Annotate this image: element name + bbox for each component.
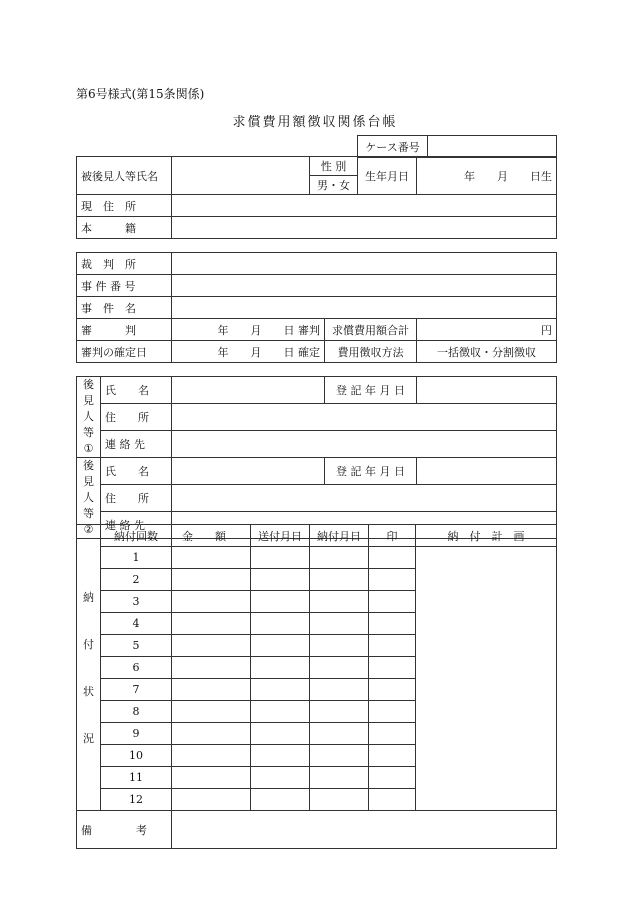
collection-method-label: 費用徴収方法 xyxy=(325,341,417,363)
guardian1-registration-label: 登 記 年 月 日 xyxy=(325,377,417,404)
installment-number: 1 xyxy=(101,547,172,569)
installment-number: 6 xyxy=(101,657,172,679)
decision-label: 審 判 xyxy=(77,319,172,341)
case-name-field[interactable] xyxy=(172,297,557,319)
seal-cell[interactable] xyxy=(369,591,416,613)
paid-date-cell[interactable] xyxy=(310,657,369,679)
paid-date-cell[interactable] xyxy=(310,569,369,591)
remarks-label: 備 考 xyxy=(77,811,172,849)
address-field[interactable] xyxy=(172,195,557,217)
ward-name-label: 被後見人等氏名 xyxy=(77,157,172,195)
col-installment-header: 納付回数 xyxy=(101,525,172,547)
total-amount-field[interactable]: 円 xyxy=(417,319,557,341)
decision-date-field[interactable]: 年 月 日 審判 xyxy=(172,319,325,341)
installment-number: 5 xyxy=(101,635,172,657)
guardian1-registration-field[interactable] xyxy=(417,377,557,404)
guardian2-contact-label: 連 絡 先 xyxy=(101,512,172,539)
amount-cell[interactable] xyxy=(172,657,251,679)
sent-date-cell[interactable] xyxy=(251,767,310,789)
paid-date-cell[interactable] xyxy=(310,613,369,635)
case-number-field[interactable] xyxy=(428,136,557,158)
paid-date-cell[interactable] xyxy=(310,635,369,657)
installment-number: 11 xyxy=(101,767,172,789)
remarks-field[interactable] xyxy=(172,811,557,849)
court-label: 裁 判 所 xyxy=(77,253,172,275)
installment-number: 10 xyxy=(101,745,172,767)
installment-number: 7 xyxy=(101,679,172,701)
col-seal-header: 印 xyxy=(369,525,416,547)
seal-cell[interactable] xyxy=(369,547,416,569)
finalization-label: 審判の確定日 xyxy=(77,341,172,363)
installment-number: 12 xyxy=(101,789,172,811)
guardian2-registration-label: 登 記 年 月 日 xyxy=(325,458,417,485)
paid-date-cell[interactable] xyxy=(310,591,369,613)
address-label: 現 住 所 xyxy=(77,195,172,217)
amount-cell[interactable] xyxy=(172,745,251,767)
paid-date-cell[interactable] xyxy=(310,723,369,745)
sent-date-cell[interactable] xyxy=(251,723,310,745)
amount-cell[interactable] xyxy=(172,701,251,723)
installment-number: 3 xyxy=(101,591,172,613)
case-name-label: 事 件 名 xyxy=(77,297,172,319)
ward-name-field[interactable] xyxy=(172,157,310,195)
sent-date-cell[interactable] xyxy=(251,701,310,723)
guardian1-contact-label: 連 絡 先 xyxy=(101,431,172,458)
amount-cell[interactable] xyxy=(172,789,251,811)
total-amount-label: 求償費用額合計 xyxy=(325,319,417,341)
guardian1-address-label: 住 所 xyxy=(101,404,172,431)
sent-date-cell[interactable] xyxy=(251,569,310,591)
guardian2-address-field[interactable] xyxy=(172,485,557,512)
seal-cell[interactable] xyxy=(369,657,416,679)
guardian-table xyxy=(76,376,557,539)
birthdate-label: 生年月日 xyxy=(358,157,417,195)
amount-cell[interactable] xyxy=(172,679,251,701)
ward-table xyxy=(76,156,557,239)
sex-options[interactable]: 男・女 xyxy=(310,176,358,195)
seal-cell[interactable] xyxy=(369,701,416,723)
guardian2-registration-field[interactable] xyxy=(417,458,557,485)
seal-cell[interactable] xyxy=(369,635,416,657)
installment-number: 9 xyxy=(101,723,172,745)
guardian2-address-label: 住 所 xyxy=(101,485,172,512)
guardian1-name-field[interactable] xyxy=(172,377,325,404)
case-number-label: ケース番号 xyxy=(358,136,428,158)
guardian2-side-label: 後 見 人 等 ② xyxy=(77,458,101,539)
amount-cell[interactable] xyxy=(172,547,251,569)
seal-cell[interactable] xyxy=(369,723,416,745)
sent-date-cell[interactable] xyxy=(251,679,310,701)
amount-cell[interactable] xyxy=(172,723,251,745)
amount-cell[interactable] xyxy=(172,569,251,591)
paid-date-cell[interactable] xyxy=(310,701,369,723)
guardian2-name-field[interactable] xyxy=(172,458,325,485)
sent-date-cell[interactable] xyxy=(251,745,310,767)
installment-number: 8 xyxy=(101,701,172,723)
sent-date-cell[interactable] xyxy=(251,591,310,613)
paid-date-cell[interactable] xyxy=(310,679,369,701)
page-title: 求償費用額徴収関係台帳 xyxy=(232,115,398,130)
guardian2-name-label: 氏 名 xyxy=(101,458,172,485)
amount-cell[interactable] xyxy=(172,635,251,657)
collection-method-field[interactable]: 一括徴収・分割徴収 xyxy=(417,341,557,363)
court-table xyxy=(76,252,557,363)
sent-date-cell[interactable] xyxy=(251,789,310,811)
seal-cell[interactable] xyxy=(369,789,416,811)
guardian1-name-label: 氏 名 xyxy=(101,377,172,404)
seal-cell[interactable] xyxy=(369,745,416,767)
sent-date-cell[interactable] xyxy=(251,635,310,657)
birthdate-field[interactable]: 年 月 日生 xyxy=(417,157,557,195)
guardian1-address-field[interactable] xyxy=(172,404,557,431)
installment-number: 4 xyxy=(101,613,172,635)
col-amount-header: 金 額 xyxy=(172,525,251,547)
guardian1-contact-field[interactable] xyxy=(172,431,557,458)
paid-date-cell[interactable] xyxy=(310,547,369,569)
domicile-field[interactable] xyxy=(172,217,557,239)
seal-cell[interactable] xyxy=(369,679,416,701)
col-sent-date-header: 送付月日 xyxy=(251,525,310,547)
case-no-field[interactable] xyxy=(172,275,557,297)
payment-side-label: 納 付 状 況 xyxy=(77,525,101,811)
amount-cell[interactable] xyxy=(172,767,251,789)
sent-date-cell[interactable] xyxy=(251,547,310,569)
court-field[interactable] xyxy=(172,253,557,275)
seal-cell[interactable] xyxy=(369,613,416,635)
sex-label: 性 別 xyxy=(310,157,358,176)
guardian1-side-label: 後 見 人 等 ① xyxy=(77,377,101,458)
amount-cell[interactable] xyxy=(172,591,251,613)
case-number-table xyxy=(357,135,557,158)
domicile-label: 本 籍 xyxy=(77,217,172,239)
seal-cell[interactable] xyxy=(369,767,416,789)
sent-date-cell[interactable] xyxy=(251,657,310,679)
paid-date-cell[interactable] xyxy=(310,767,369,789)
form-number: 第6号様式(第15条関係) xyxy=(76,87,205,101)
table-row xyxy=(77,547,557,569)
payment-plan-field[interactable] xyxy=(416,547,557,811)
finalization-date-field[interactable]: 年 月 日 確定 xyxy=(172,341,325,363)
case-no-label: 事 件 番 号 xyxy=(77,275,172,297)
amount-cell[interactable] xyxy=(172,613,251,635)
paid-date-cell[interactable] xyxy=(310,789,369,811)
col-plan-header: 納 付 計 画 xyxy=(416,525,557,547)
payment-table xyxy=(76,524,557,849)
sent-date-cell[interactable] xyxy=(251,613,310,635)
installment-number: 2 xyxy=(101,569,172,591)
col-paid-date-header: 納付月日 xyxy=(310,525,369,547)
paid-date-cell[interactable] xyxy=(310,745,369,767)
seal-cell[interactable] xyxy=(369,569,416,591)
